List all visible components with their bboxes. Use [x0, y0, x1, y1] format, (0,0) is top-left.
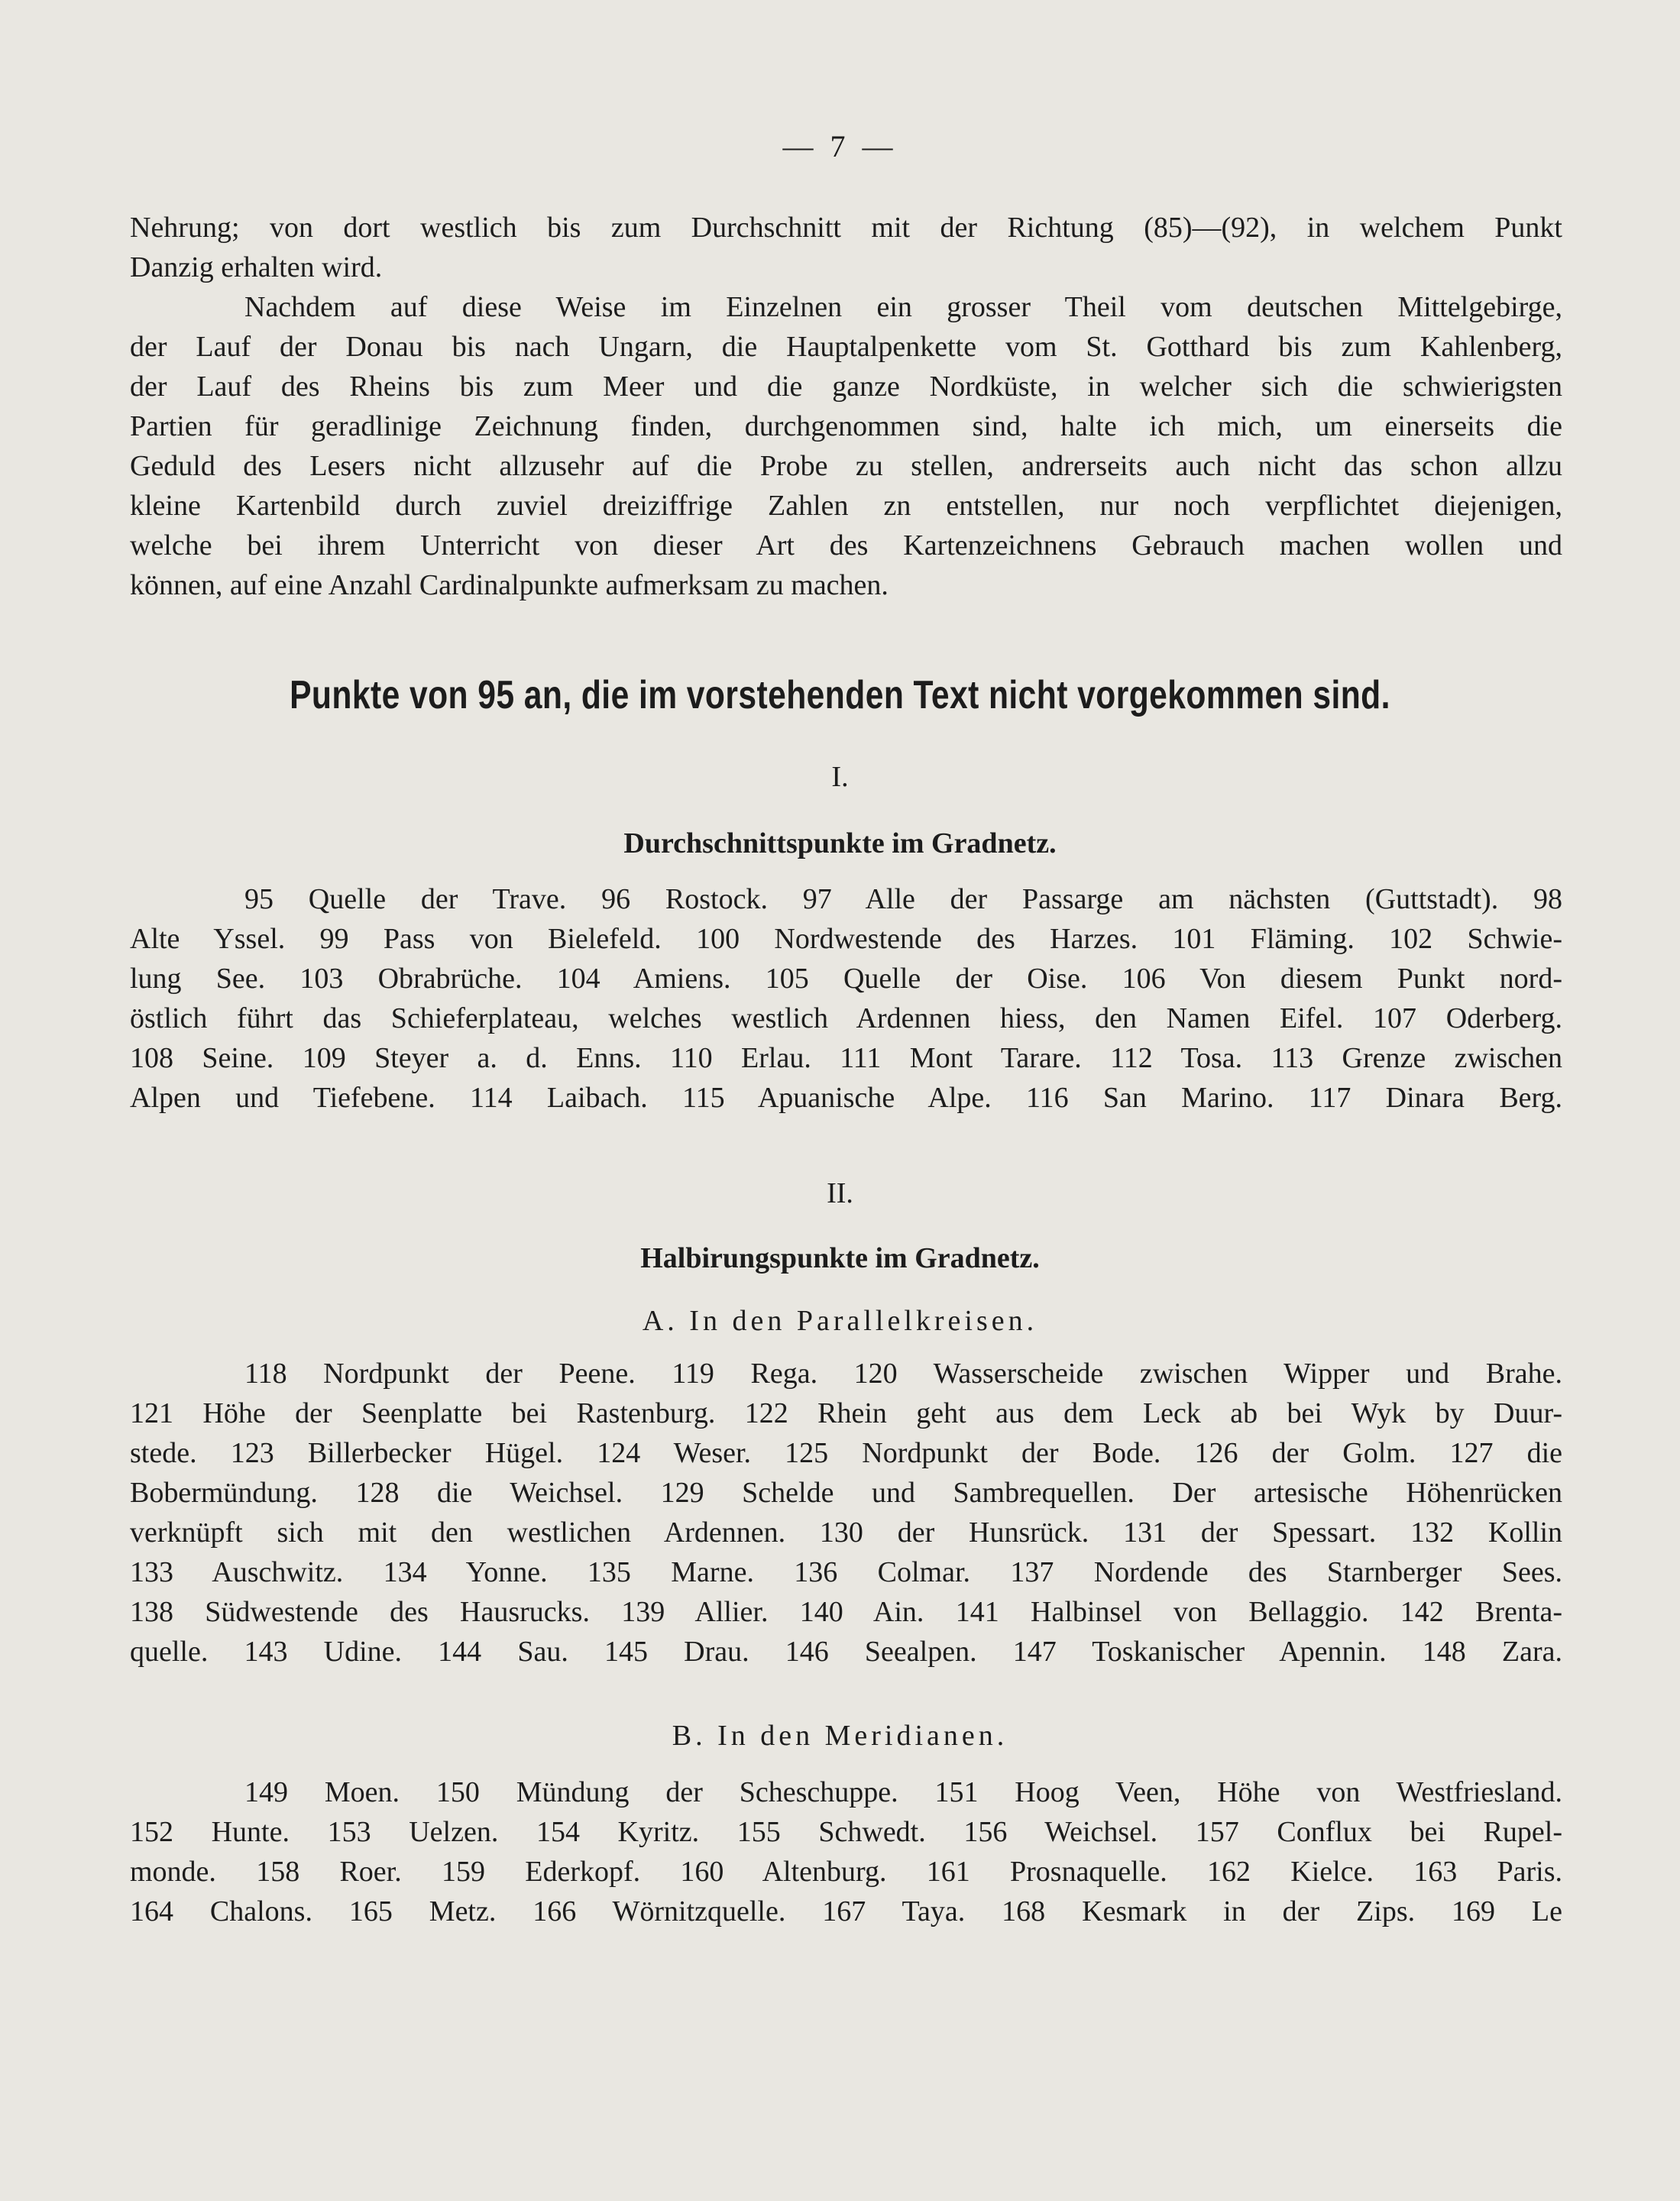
page-number: — 7 — [782, 129, 898, 163]
text-line: welche bei ihrem Unterricht von dieser Art des Kartenzeichnens Gebrauch machen wollen und [130, 529, 1562, 562]
section-1-text [130, 879, 1562, 1118]
text-line: Bobermündung. 128 die Weichsel. 129 Schelde und Sambrequellen. Der artesische Höhenrücken [130, 1477, 1562, 1509]
text-line: östlich führt das Schieferplateau, welches westlich Ardennen hiess, den Namen Eifel. 107 Oderberg. [130, 1002, 1562, 1034]
text-line: der Lauf der Donau bis nach Ungarn, die Hauptalpenkette vom St. Gotthard bis zum Kahlenberg, [130, 331, 1562, 363]
text-line: 121 Höhe der Seenplatte bei Rastenburg. 122 Rhein geht aus dem Leck ab bei Wyk by Duur- [130, 1397, 1562, 1429]
text-line: Alte Yssel. 99 Pass von Bielefeld. 100 Nordwestende des Harzes. 101 Fläming. 102 Schwie- [130, 923, 1562, 955]
text-line: können, auf eine Anzahl Cardinalpunkte aufmerksam zu machen. [130, 569, 889, 601]
text-line: Nachdem auf diese Weise im Einzelnen ein grosser Theil vom deutschen Mittelgebirge, [244, 291, 1562, 323]
section-title-2: Halbirungspunkte im Gradnetz. [640, 1242, 1040, 1274]
subsection-b-text [130, 1772, 1562, 1931]
section-numeral-1: I. [831, 761, 849, 793]
text-line: 149 Moen. 150 Mündung der Scheschuppe. 151 Hoog Veen, Höhe von Westfriesland. [244, 1776, 1562, 1808]
text-line: 108 Seine. 109 Steyer a. d. Enns. 110 Erlau. 111 Mont Tarare. 112 Tosa. 113 Grenze zwischen [130, 1042, 1562, 1074]
text-line: Partien für geradlinige Zeichnung finden, durchgenommen sind, halte ich mich, um einerseits die [130, 410, 1562, 442]
text-line: lung See. 103 Obrabrüche. 104 Amiens. 105 Quelle der Oise. 106 Von diesem Punkt nord- [130, 963, 1562, 995]
subsection-title-a: A. In den Parallelkreisen. [642, 1305, 1038, 1337]
text-line: 164 Chalons. 165 Metz. 166 Wörnitzquelle. 167 Taya. 168 Kesmark in der Zips. 169 Le [130, 1895, 1562, 1927]
intro-paragraph [130, 208, 1562, 605]
text-line: 138 Südwestende des Hausrucks. 139 Allier. 140 Ain. 141 Halbinsel von Bellaggio. 142 Brenta- [130, 1596, 1562, 1628]
text-line: Alpen und Tiefebene. 114 Laibach. 115 Apuanische Alpe. 116 San Marino. 117 Dinara Berg. [130, 1082, 1562, 1114]
subsection-a-text [130, 1354, 1562, 1672]
text-line: stede. 123 Billerbecker Hügel. 124 Weser. 125 Nordpunkt der Bode. 126 der Golm. 127 die [130, 1437, 1562, 1469]
text-line: 118 Nordpunkt der Peene. 119 Rega. 120 Wasserscheide zwischen Wipper und Brahe. [244, 1358, 1562, 1390]
text-line: 152 Hunte. 153 Uelzen. 154 Kyritz. 155 Schwedt. 156 Weichsel. 157 Conflux bei Rupel- [130, 1816, 1562, 1848]
text-line: Geduld des Lesers nicht allzusehr auf die Probe zu stellen, andrerseits auch nicht das schon allzu [130, 450, 1562, 482]
text-line: 95 Quelle der Trave. 96 Rostock. 97 Alle der Passarge am nächsten (Guttstadt). 98 [244, 883, 1562, 915]
text-line: 133 Auschwitz. 134 Yonne. 135 Marne. 136 Colmar. 137 Nordende des Starnberger Sees. [130, 1556, 1562, 1588]
section-numeral-2: II. [827, 1177, 853, 1209]
text-line: Danzig erhalten wird. [130, 251, 383, 283]
text-line: kleine Kartenbild durch zuviel dreiziffrige Zahlen zn entstellen, nur noch verpflichtet diejenigen, [130, 490, 1562, 522]
text-line: monde. 158 Roer. 159 Ederkopf. 160 Altenburg. 161 Prosnaquelle. 162 Kielce. 163 Paris. [130, 1856, 1562, 1888]
text-line: der Lauf des Rheins bis zum Meer und die ganze Nordküste, in welcher sich die schwierigsten [130, 371, 1562, 403]
text-line: verknüpft sich mit den westlichen Ardennen. 130 der Hunsrück. 131 der Spessart. 132 Kollin [130, 1516, 1562, 1549]
text-line: quelle. 143 Udine. 144 Sau. 145 Drau. 146 Seealpen. 147 Toskanischer Apennin. 148 Zara. [130, 1636, 1562, 1668]
text-line: Nehrung; von dort westlich bis zum Durchschnitt mit der Richtung (85)—(92), in welchem Punkt [130, 212, 1562, 244]
main-heading: Punkte von 95 an, die im vorstehenden Text nicht vorgekommen sind. [290, 673, 1390, 717]
subsection-title-b: B. In den Meridianen. [672, 1720, 1008, 1752]
section-title-1: Durchschnittspunkte im Gradnetz. [623, 827, 1057, 859]
